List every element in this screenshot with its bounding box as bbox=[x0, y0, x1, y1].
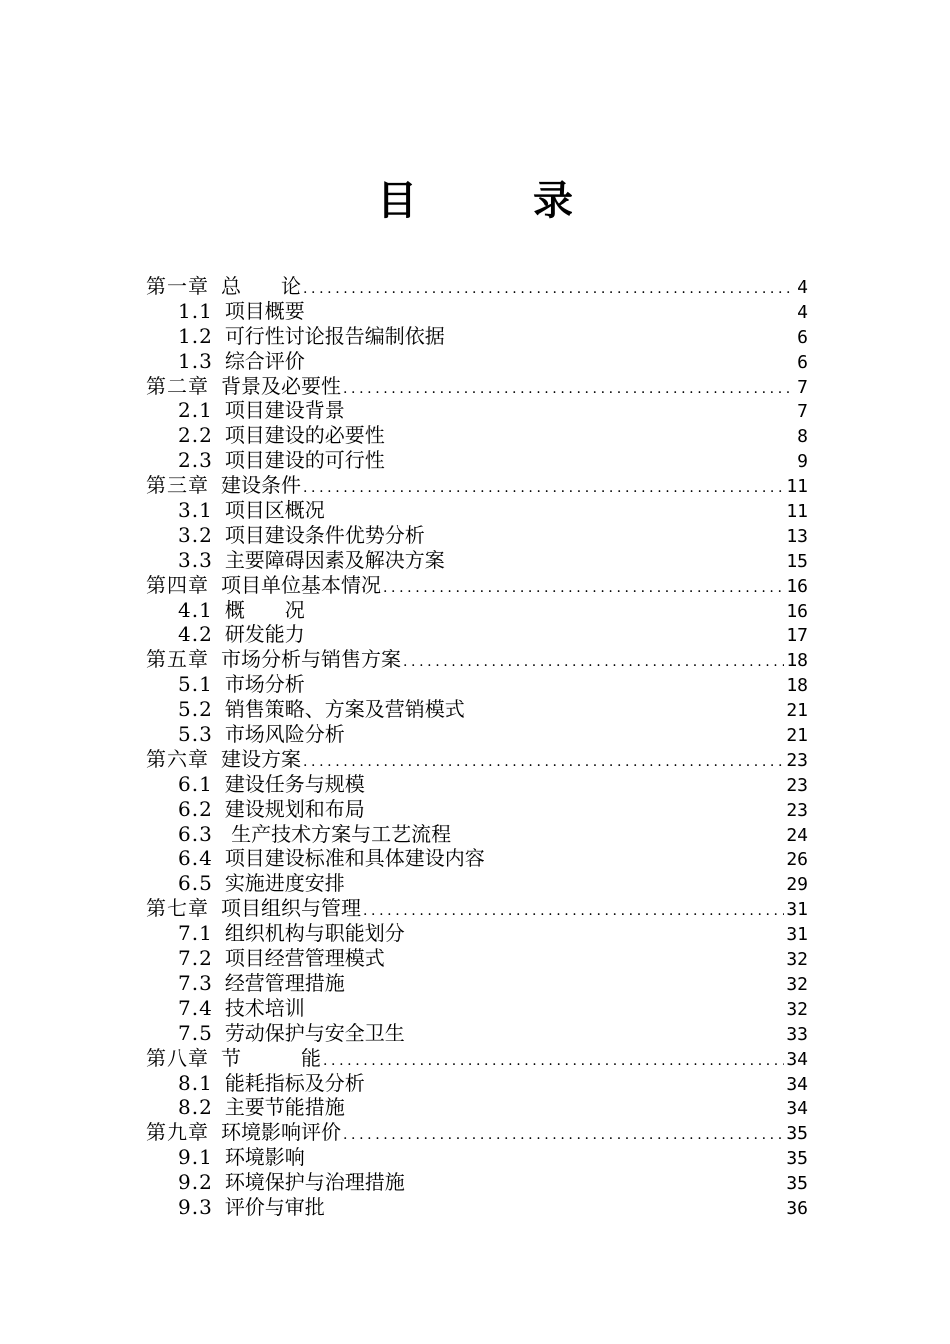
toc-entry-title bbox=[146, 921, 405, 946]
toc-section-entry[interactable] bbox=[146, 1195, 808, 1220]
toc-section-entry[interactable] bbox=[146, 548, 808, 573]
toc-entry-number: 9.1 bbox=[178, 1145, 213, 1170]
toc-entry-text: 经营管理措施 bbox=[224, 970, 345, 995]
toc-entry-text: 项目经营管理模式 bbox=[224, 946, 385, 971]
toc-section-entry[interactable] bbox=[146, 448, 808, 473]
toc-page-number: 21 bbox=[786, 725, 808, 747]
toc-dot-leader bbox=[363, 896, 784, 924]
toc-page-number: 35 bbox=[786, 1173, 808, 1195]
toc-entry-number: 6.5 bbox=[178, 871, 213, 896]
toc-page-number: 7 bbox=[797, 401, 808, 423]
toc-entry-title bbox=[146, 1071, 365, 1096]
toc-entry-number: 4.2 bbox=[178, 622, 213, 647]
toc-page-number: 11 bbox=[786, 476, 808, 498]
toc-entry-title bbox=[146, 523, 425, 548]
toc-page-number: 26 bbox=[786, 849, 808, 871]
toc-entry-text: 实施进度安排 bbox=[224, 871, 345, 896]
toc-section-entry[interactable] bbox=[146, 672, 808, 697]
toc-entry-text: 项目建设的必要性 bbox=[224, 423, 385, 448]
toc-entry-number: 第八章 bbox=[146, 1045, 209, 1070]
toc-section-entry[interactable] bbox=[146, 946, 808, 971]
toc-page-number: 23 bbox=[786, 799, 808, 821]
toc-entry-title bbox=[146, 622, 305, 647]
toc-entry-text: 环境影响评价 bbox=[221, 1120, 341, 1145]
toc-entry-title bbox=[146, 1170, 405, 1195]
toc-entry-title bbox=[146, 1145, 305, 1170]
toc-dot-leader bbox=[343, 374, 795, 402]
toc-entry-title bbox=[146, 697, 465, 722]
toc-page-number: 23 bbox=[786, 774, 808, 796]
toc-entry-number: 第二章 bbox=[146, 373, 209, 398]
toc-section-entry[interactable] bbox=[146, 324, 808, 349]
toc-entry-text: 市场分析与销售方案 bbox=[221, 647, 401, 672]
toc-entry-title bbox=[146, 324, 445, 349]
toc-entry-text: 市场分析 bbox=[224, 672, 305, 697]
toc-entry-title bbox=[146, 722, 345, 747]
toc-entry-number: 7.5 bbox=[178, 1020, 213, 1045]
toc-dot-leader bbox=[383, 573, 784, 601]
toc-page-number: 17 bbox=[786, 625, 808, 647]
toc-entry-title bbox=[146, 672, 305, 697]
toc-entry-title bbox=[146, 647, 401, 672]
toc-entry-number: 5.1 bbox=[178, 672, 213, 697]
toc-entry-text: 概 况 bbox=[224, 597, 305, 622]
toc-entry-title bbox=[146, 398, 345, 423]
toc-entry-title bbox=[146, 971, 345, 996]
toc-dot-leader bbox=[343, 1120, 784, 1148]
toc-page-number: 31 bbox=[786, 899, 808, 921]
toc-entry-title bbox=[146, 946, 385, 971]
toc-entry-number: 3.2 bbox=[178, 522, 213, 547]
toc-page-number: 24 bbox=[786, 824, 808, 846]
toc-section-entry[interactable] bbox=[146, 996, 808, 1021]
toc-entry-title bbox=[146, 996, 305, 1021]
toc-entry-title bbox=[146, 1095, 345, 1120]
toc-dot-leader bbox=[303, 274, 795, 302]
toc-chapter-entry[interactable] bbox=[146, 1120, 808, 1145]
toc-section-entry[interactable] bbox=[146, 722, 808, 747]
toc-page-number: 32 bbox=[786, 998, 808, 1020]
toc-section-entry[interactable] bbox=[146, 921, 808, 946]
toc-section-entry[interactable] bbox=[146, 1071, 808, 1096]
toc-entry-title bbox=[146, 573, 381, 598]
toc-entry-text: 市场风险分析 bbox=[224, 722, 345, 747]
toc-chapter-entry[interactable] bbox=[146, 374, 808, 399]
toc-section-entry[interactable] bbox=[146, 772, 808, 797]
toc-entry-text: 项目组织与管理 bbox=[221, 896, 361, 921]
toc-section-entry[interactable] bbox=[146, 598, 808, 623]
toc-page-number: 8 bbox=[797, 426, 808, 448]
toc-entry-text: 销售策略、方案及营销模式 bbox=[224, 697, 465, 722]
toc-entry-text: 项目建设的可行性 bbox=[224, 448, 385, 473]
toc-section-entry[interactable] bbox=[146, 423, 808, 448]
toc-section-entry[interactable] bbox=[146, 398, 808, 423]
toc-section-entry[interactable] bbox=[146, 498, 808, 523]
toc-entry-text: 建设任务与规模 bbox=[224, 771, 365, 796]
toc-section-entry[interactable] bbox=[146, 971, 808, 996]
toc-entry-number: 3.1 bbox=[178, 498, 213, 523]
toc-page-number: 9 bbox=[797, 451, 808, 473]
toc-page-number: 34 bbox=[786, 1073, 808, 1095]
toc-entry-text: 项目区概况 bbox=[224, 498, 325, 523]
toc-entry-number: 6.4 bbox=[178, 846, 213, 871]
toc-section-entry[interactable] bbox=[146, 846, 808, 871]
toc-section-entry[interactable] bbox=[146, 697, 808, 722]
toc-entry-title bbox=[146, 374, 341, 399]
toc-page-number: 32 bbox=[786, 973, 808, 995]
toc-chapter-entry[interactable] bbox=[146, 573, 808, 598]
toc-section-entry[interactable] bbox=[146, 349, 808, 374]
toc-chapter-entry[interactable] bbox=[146, 747, 808, 772]
toc-entry-title bbox=[146, 871, 345, 896]
toc-page-number: 11 bbox=[786, 501, 808, 523]
toc-section-entry[interactable] bbox=[146, 1145, 808, 1170]
toc-section-entry[interactable] bbox=[146, 797, 808, 822]
toc-section-entry[interactable] bbox=[146, 523, 808, 548]
toc-dot-leader bbox=[303, 473, 784, 501]
toc-entry-text: 节 能 bbox=[221, 1045, 321, 1070]
toc-entry-number: 1.1 bbox=[178, 298, 213, 323]
toc-page-number: 7 bbox=[797, 376, 808, 398]
toc-entry-number: 8.2 bbox=[178, 1095, 213, 1120]
toc-entry-text: 生产技术方案与工艺流程 bbox=[224, 821, 452, 846]
toc-entry-number: 5.2 bbox=[178, 697, 213, 722]
toc-entry-number: 6.2 bbox=[178, 796, 213, 821]
toc-entry-title bbox=[146, 548, 445, 573]
toc-section-entry[interactable] bbox=[146, 822, 808, 847]
toc-dot-leader bbox=[323, 1046, 784, 1074]
toc-entry-text: 项目建设标准和具体建设内容 bbox=[224, 846, 485, 871]
toc-section-entry[interactable] bbox=[146, 1095, 808, 1120]
toc-entry-text: 建设方案 bbox=[221, 746, 301, 771]
toc-entry-number: 第七章 bbox=[146, 896, 209, 921]
toc-page-number: 35 bbox=[786, 1123, 808, 1145]
toc-entry-title bbox=[146, 349, 305, 374]
toc-entry-number: 1.3 bbox=[178, 348, 213, 373]
toc-page-number: 29 bbox=[786, 874, 808, 896]
toc-section-entry[interactable] bbox=[146, 1021, 808, 1046]
toc-chapter-entry[interactable] bbox=[146, 1046, 808, 1071]
toc-entry-number: 8.1 bbox=[178, 1070, 213, 1095]
toc-entry-number: 2.2 bbox=[178, 423, 213, 448]
toc-page-number: 16 bbox=[786, 575, 808, 597]
toc-page-number: 32 bbox=[786, 949, 808, 971]
toc-chapter-entry[interactable] bbox=[146, 896, 808, 921]
toc-entry-number: 第九章 bbox=[146, 1120, 209, 1145]
toc-entry-number: 7.4 bbox=[178, 995, 213, 1020]
toc-entry-title bbox=[146, 1021, 405, 1046]
toc-page-number: 4 bbox=[797, 301, 808, 323]
toc-entry-number: 第四章 bbox=[146, 572, 209, 597]
toc-entry-title bbox=[146, 747, 301, 772]
toc-entry-text: 项目单位基本情况 bbox=[221, 572, 381, 597]
toc-entry-number: 1.2 bbox=[178, 323, 213, 348]
toc-section-entry[interactable] bbox=[146, 299, 808, 324]
toc-section-entry[interactable] bbox=[146, 871, 808, 896]
toc-page-number: 18 bbox=[786, 675, 808, 697]
toc-entry-number: 6.3 bbox=[178, 821, 213, 846]
toc-entry-number: 4.1 bbox=[178, 597, 213, 622]
toc-entry-number: 5.3 bbox=[178, 722, 213, 747]
toc-page-number: 31 bbox=[786, 924, 808, 946]
toc-entry-number: 9.2 bbox=[178, 1170, 213, 1195]
toc-page-number: 15 bbox=[786, 550, 808, 572]
toc-chapter-entry[interactable] bbox=[146, 473, 808, 498]
toc-entry-title bbox=[146, 1195, 325, 1220]
toc-entry-title bbox=[146, 473, 301, 498]
toc-page-number: 16 bbox=[786, 600, 808, 622]
toc-entry-text: 项目概要 bbox=[224, 298, 305, 323]
toc-entry-text: 主要节能措施 bbox=[224, 1095, 345, 1120]
toc-dot-leader bbox=[303, 747, 784, 775]
toc-entry-text: 评价与审批 bbox=[224, 1194, 325, 1219]
toc-entry-text: 总 论 bbox=[221, 274, 301, 298]
toc-entry-text: 环境保护与治理措施 bbox=[224, 1170, 405, 1195]
toc-entry-number: 3.3 bbox=[178, 547, 213, 572]
toc-section-entry[interactable] bbox=[146, 622, 808, 647]
toc-entry-title bbox=[146, 598, 305, 623]
page-title: 目 录 bbox=[377, 178, 611, 224]
toc-entry-title bbox=[146, 1120, 341, 1145]
toc-entry-title bbox=[146, 423, 385, 448]
toc-page-number: 18 bbox=[786, 650, 808, 672]
toc-entry-text: 综合评价 bbox=[224, 348, 305, 373]
toc-entry-number: 第一章 bbox=[146, 274, 209, 298]
toc-entry-title bbox=[146, 797, 365, 822]
toc-entry-number: 2.3 bbox=[178, 448, 213, 473]
toc-chapter-entry[interactable] bbox=[146, 647, 808, 672]
toc-entry-text: 项目建设背景 bbox=[224, 398, 345, 423]
toc-page-number: 6 bbox=[797, 351, 808, 373]
toc-entry-text: 可行性讨论报告编制依据 bbox=[224, 323, 445, 348]
toc-entry-text: 技术培训 bbox=[224, 995, 305, 1020]
toc-entry-title bbox=[146, 274, 301, 299]
toc-entry-number: 2.1 bbox=[178, 398, 213, 423]
toc-page-number: 34 bbox=[786, 1048, 808, 1070]
toc-entry-text: 背景及必要性 bbox=[221, 373, 341, 398]
toc-page-number: 4 bbox=[797, 277, 808, 298]
toc-entry-number: 6.1 bbox=[178, 771, 213, 796]
toc-entry-number: 第六章 bbox=[146, 746, 209, 771]
toc-entry-title bbox=[146, 772, 365, 797]
toc-page-number: 21 bbox=[786, 700, 808, 722]
toc-page-number: 35 bbox=[786, 1148, 808, 1170]
table-of-contents bbox=[146, 274, 808, 1220]
toc-page-number: 23 bbox=[786, 749, 808, 771]
toc-section-entry[interactable] bbox=[146, 1170, 808, 1195]
toc-entry-text: 建设条件 bbox=[221, 473, 301, 498]
toc-page-number: 13 bbox=[786, 525, 808, 547]
toc-chapter-entry[interactable] bbox=[146, 274, 808, 299]
toc-entry-text: 项目建设条件优势分析 bbox=[224, 522, 425, 547]
toc-entry-title bbox=[146, 448, 385, 473]
toc-entry-title bbox=[146, 498, 325, 523]
toc-entry-title bbox=[146, 846, 485, 871]
toc-entry-number: 7.3 bbox=[178, 970, 213, 995]
toc-page-number: 34 bbox=[786, 1098, 808, 1120]
toc-entry-number: 第三章 bbox=[146, 473, 209, 498]
toc-entry-text: 劳动保护与安全卫生 bbox=[224, 1020, 405, 1045]
toc-page-number: 36 bbox=[786, 1197, 808, 1219]
toc-entry-number: 第五章 bbox=[146, 647, 209, 672]
toc-entry-text: 主要障碍因素及解决方案 bbox=[224, 547, 445, 572]
toc-entry-text: 建设规划和布局 bbox=[224, 796, 365, 821]
toc-dot-leader bbox=[403, 647, 784, 675]
toc-entry-text: 研发能力 bbox=[224, 622, 305, 647]
toc-entry-title bbox=[146, 1046, 321, 1071]
toc-page-number: 33 bbox=[786, 1023, 808, 1045]
toc-entry-text: 能耗指标及分析 bbox=[224, 1070, 365, 1095]
toc-entry-title bbox=[146, 299, 305, 324]
toc-entry-text: 环境影响 bbox=[224, 1145, 305, 1170]
toc-entry-number: 7.2 bbox=[178, 946, 213, 971]
toc-entry-number: 7.1 bbox=[178, 921, 213, 946]
toc-entry-text: 组织机构与职能划分 bbox=[224, 921, 405, 946]
toc-entry-number: 9.3 bbox=[178, 1194, 213, 1219]
toc-entry-title bbox=[146, 822, 451, 847]
toc-page-number: 6 bbox=[797, 326, 808, 348]
toc-entry-title bbox=[146, 896, 361, 921]
